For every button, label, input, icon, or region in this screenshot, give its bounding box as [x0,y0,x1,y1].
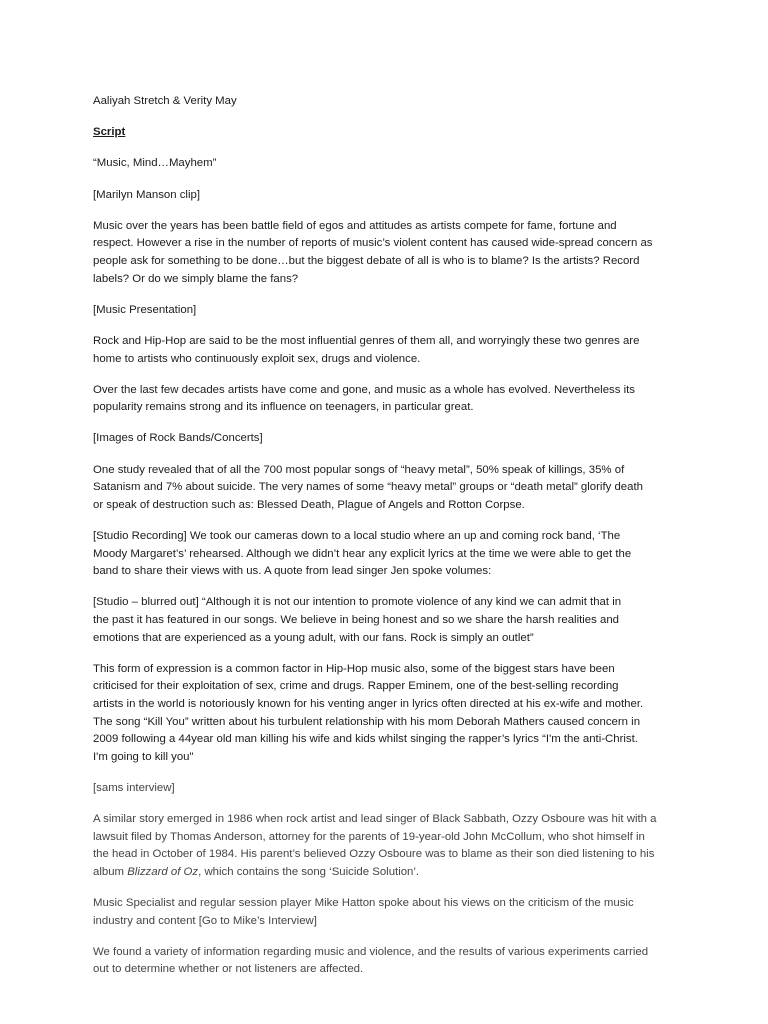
script-heading: Script [93,126,126,139]
body-paragraph: Rock and Hip-Hop are said to be the most influential genres of them all, and worryingly these two genres are home to artists who continuously exploit sex, drugs and violence. [93,334,640,365]
document-body [93,93,683,993]
authors-line: Aaliyah Stretch & Verity May [93,95,237,107]
album-suffix: , which contains the song ‘Suicide Solution’. [198,865,420,878]
body-paragraph: We found a variety of information regarding music and violence, and the results of various experiments carried out to determine whether or not listeners are affected. [93,945,649,976]
body-paragraph: Music over the years has been battle field of egos and attitudes as artists compete for fame, fortune and respect. However a rise in the number of reports of music’s violent content has caused wide-spread concern as people ask for something to be done…but the biggest debate of all is who is to blame? Is the artists? Record labels? Or do we simply blame the fans? [93,219,653,285]
ozzy-paragraph-text: A similar story emerged in 1986 when rock artist and lead singer of Black Sabbath, Ozzy Osboure was hit with a lawsuit filed by Thomas Anderson, attorney for the parents of 19-year-old John McCollum, who shot himself in the head in October of 1984. His parent’s believed Ozzy Osboure was to blame as their son died listening to his [93,813,657,861]
stage-direction: [sams interview] [93,781,175,794]
stage-direction: [Marilyn Manson clip] [93,188,200,201]
stage-direction: [Images of Rock Bands/Concerts] [93,432,263,445]
body-paragraph: This form of expression is a common factor in Hip-Hop music also, some of the biggest stars have been criticised for their exploitation of sex, crime and drugs. Rapper Eminem, one of the best-selling recording artists in the world is notoriously known for his venting anger in lyrics often directed at his ex-wife and mother. The song “Kill You” written about his turbulent relationship with his mom Deborah Mathers caused concern in 2009 following a 44year old man killing his wife and kids whilst singing the rapper’s lyrics “I'm the anti-Christ. I'm going to kill you" [93,662,644,763]
album-prefix: album [93,865,128,878]
body-paragraph: One study revealed that of all the 700 most popular songs of “heavy metal”, 50% speak of killings, 35% of Satanism and 7% about suicide. The very names of some “heavy metal” groups or “death metal” glorify death or speak of destruction such as: Blessed Death, Plague of Angels and Rotton Corpse. [93,463,643,511]
body-paragraph: Over the last few decades artists have come and gone, and music as a whole has evolved. Nevertheless its popularity remains strong and its influence on teenagers, in particular great. [93,383,635,414]
album-title: Blizzard of Oz [127,865,199,878]
body-paragraph: [Studio Recording] We took our cameras down to a local studio where an up and coming rock band, ‘The Moody Margaret’s’ rehearsed. Although we didn’t hear any explicit lyrics at the time we were able to get the band to share their views with us. A quote from lead singer Jen spoke volumes: [93,530,632,578]
body-paragraph: [Studio – blurred out] “Although it is not our intention to promote violence of any kind we can admit that in the past it has featured in our songs. We believe in being honest and so we share the harsh realities and emotions that are experienced as a young adult, with our fans. Rock is simply an outlet” [93,596,622,644]
body-paragraph: Music Specialist and regular session player Mike Hatton spoke about his views on the criticism of the music industry and content [Go to Mike’s Interview] [93,897,634,927]
document-title: “Music, Mind…Mayhem” [93,157,217,170]
ozzy-paragraph [93,811,683,881]
stage-direction: [Music Presentation] [93,303,197,316]
